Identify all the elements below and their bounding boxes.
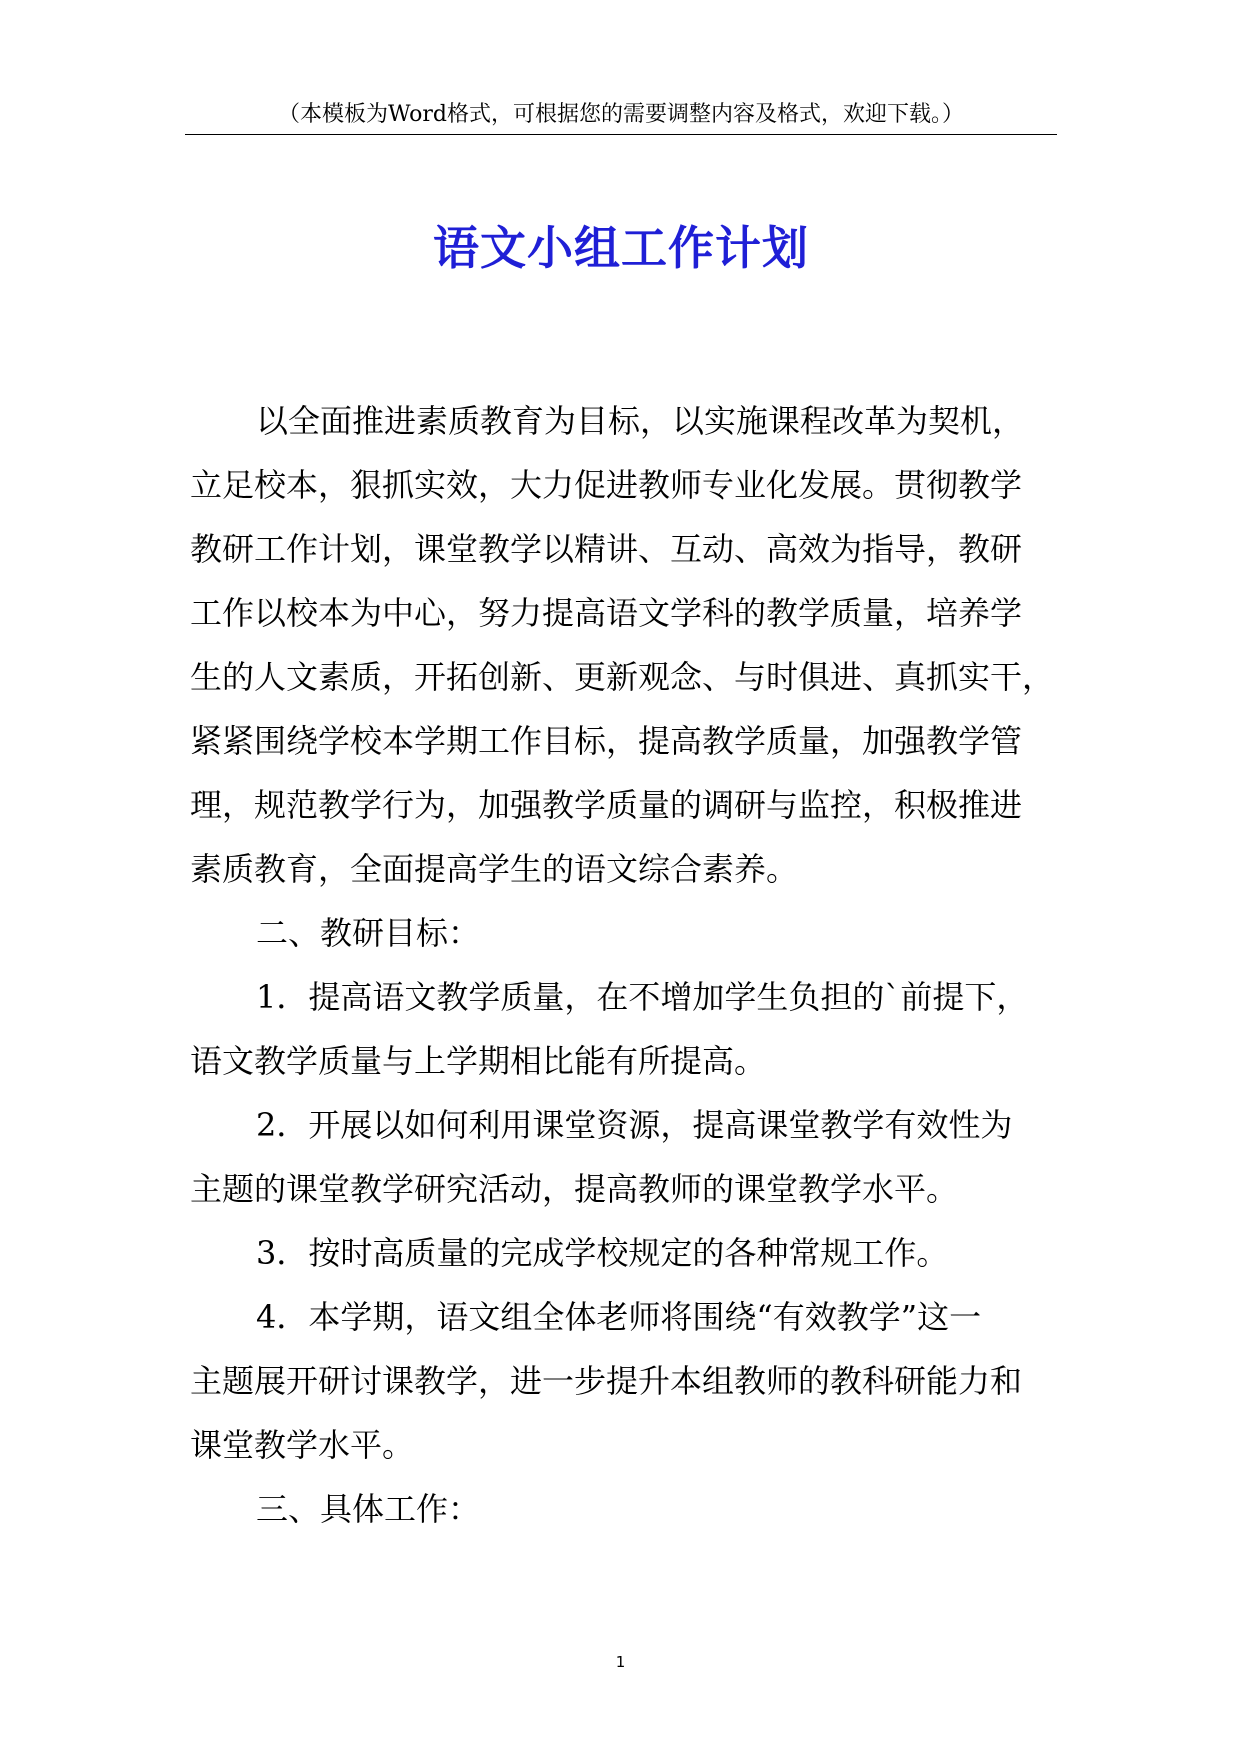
paragraph-line: 理，规范教学行为，加强教学质量的调研与监控，积极推进: [190, 786, 1023, 824]
paragraph-line: 课堂教学水平。: [190, 1426, 415, 1464]
paragraph-line: 立足校本，狠抓实效，大力促进教师专业化发展。贯彻教学: [190, 466, 1023, 504]
section-heading-tasks: [190, 1477, 1062, 1541]
section-heading-goals: [190, 901, 1062, 965]
paragraph-line: 语文教学质量与上学期相比能有所提高。: [190, 1042, 767, 1080]
section-heading-text: 三、具体工作：: [256, 1490, 481, 1528]
goal-item-3: [190, 1221, 1062, 1285]
paragraph-line: 3．按时高质量的完成学校规定的各种常规工作。: [256, 1234, 949, 1272]
header-note: （本模板为Word格式，可根据您的需要调整内容及格式，欢迎下载。）: [278, 102, 964, 127]
goal-item-2: [190, 1093, 1062, 1221]
paragraph-line: 4．本学期，语文组全体老师将围绕“有效教学”这一: [256, 1298, 982, 1336]
paragraph-line: 主题展开研讨课教学，进一步提升本组教师的教科研能力和: [190, 1362, 1023, 1400]
paragraph-line: 主题的课堂教学研究活动，提高教师的课堂教学水平。: [190, 1170, 959, 1208]
paragraph-line: 生的人文素质，开拓创新、更新观念、与时俱进、真抓实干，: [190, 658, 1055, 696]
page-number: 1: [615, 1653, 626, 1671]
document-title: 语文小组工作计划: [433, 221, 809, 275]
paragraph-line: 1．提高语文教学质量，在不增加学生负担的`前提下，: [256, 978, 1029, 1016]
paragraph-line: 以全面推进素质教育为目标，以实施课程改革为契机，: [256, 402, 1025, 440]
paragraph-line: 2．开展以如何利用课堂资源，提高课堂教学有效性为: [256, 1106, 1013, 1144]
header-divider: [185, 134, 1057, 135]
paragraph-line: 工作以校本为中心，努力提高语文学科的教学质量，培养学: [190, 594, 1023, 632]
document-body: [190, 389, 1062, 1541]
paragraph-intro: [190, 389, 1062, 901]
goal-item-1: [190, 965, 1062, 1093]
paragraph-line: 紧紧围绕学校本学期工作目标，提高教学质量，加强教学管: [190, 722, 1023, 760]
section-heading-text: 二、教研目标：: [256, 914, 481, 952]
goal-item-4: [190, 1285, 1062, 1477]
paragraph-line: 素质教育，全面提高学生的语文综合素养。: [190, 850, 799, 888]
paragraph-line: 教研工作计划，课堂教学以精讲、互动、高效为指导，教研: [190, 530, 1023, 568]
